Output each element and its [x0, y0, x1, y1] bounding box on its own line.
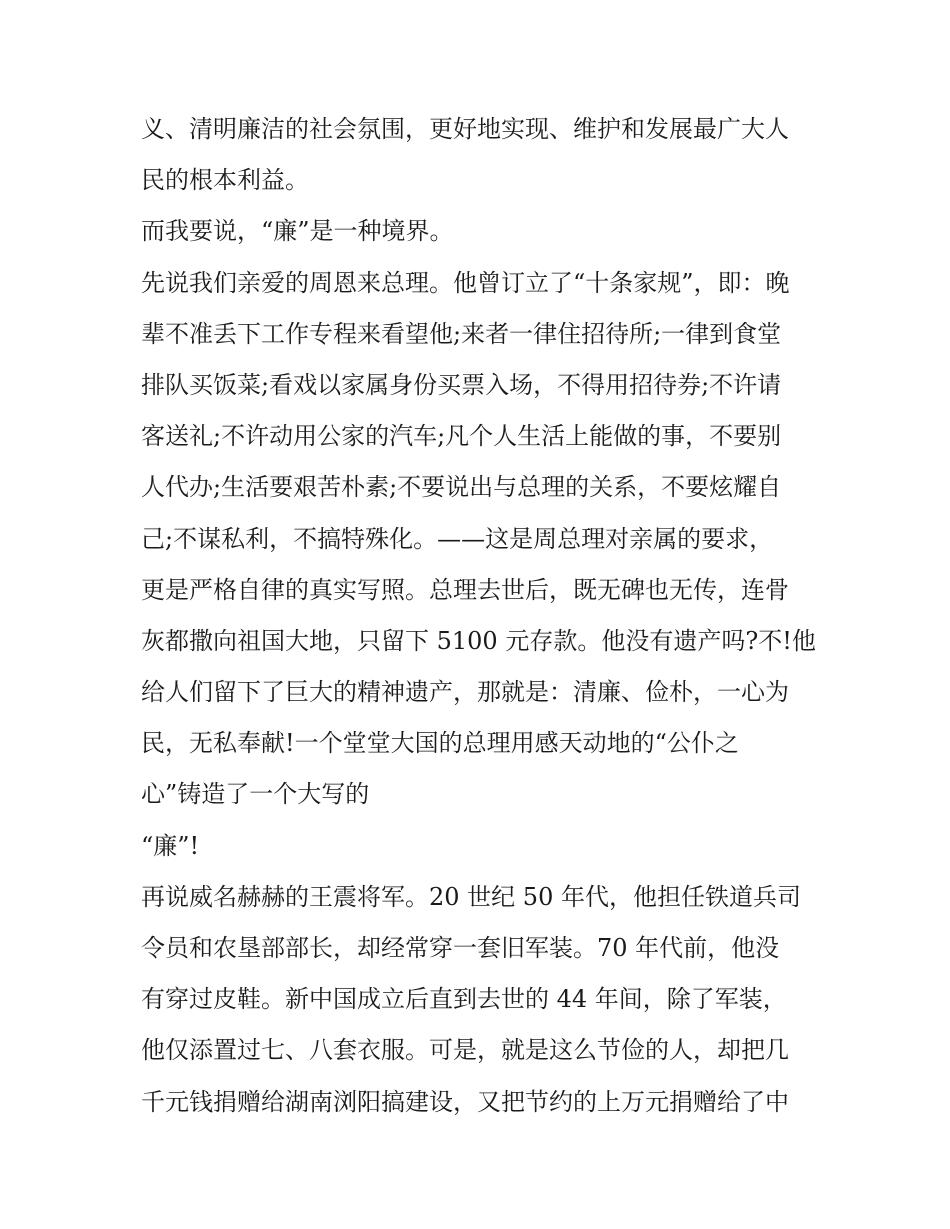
- text-line: 灰都撒向祖国大地，只留下 5100 元存款。他没有遗产吗?不!他: [141, 626, 816, 655]
- text-line: 己;不谋私利，不搞特殊化。——这是周总理对亲属的要求，: [141, 524, 774, 553]
- text-line: 千元钱捐赠给湖南浏阳搞建设，又把节约的上万元捐赠给了中: [141, 1087, 789, 1116]
- text-line: 再说威名赫赫的王震将军。20 世纪 50 年代，他担任铁道兵司: [141, 882, 801, 911]
- text-line: 令员和农垦部部长，却经常穿一套旧军装。70 年代前，他没: [141, 934, 780, 962]
- text-line: 有穿过皮鞋。新中国成立后直到去世的 44 年间，除了军装，: [141, 985, 787, 1014]
- text-line: 人代办;生活要艰苦朴素;不要说出与总理的关系，不要炫耀自: [141, 473, 782, 502]
- body-text: [141, 104, 821, 1128]
- text-line: 民的根本利益。: [141, 166, 309, 195]
- text-line: 先说我们亲爱的周恩来总理。他曾订立了“十条家规”，即：晚: [141, 268, 790, 297]
- text-line: 更是严格自律的真实写照。总理去世后，既无碑也无传，连骨: [141, 575, 789, 604]
- text-line: 而我要说，“廉”是一种境界。: [141, 217, 454, 246]
- text-line: 义、清明廉洁的社会氛围，更好地实现、维护和发展最广大人: [141, 115, 789, 143]
- text-line: 客送礼;不许动用公家的汽车;凡个人生活上能做的事，不要别: [141, 422, 782, 451]
- text-line: “廉”!: [141, 831, 200, 860]
- text-line: 给人们留下了巨大的精神遗产，那就是：清廉、俭朴，一心为: [141, 678, 789, 707]
- text-line: 民，无私奉献!一个堂堂大国的总理用感天动地的“公仆之: [141, 729, 739, 758]
- text-line: 心”铸造了一个大写的: [141, 780, 370, 809]
- text-line: 辈不准丢下工作专程来看望他;来者一律住招待所;一律到食堂: [141, 319, 782, 348]
- text-line: 他仅添置过七、八套衣服。可是，就是这么节俭的人，却把几: [141, 1036, 789, 1065]
- text-line: 排队买饭菜;看戏以家属身份买票入场，不得用招待券;不许请: [141, 370, 782, 399]
